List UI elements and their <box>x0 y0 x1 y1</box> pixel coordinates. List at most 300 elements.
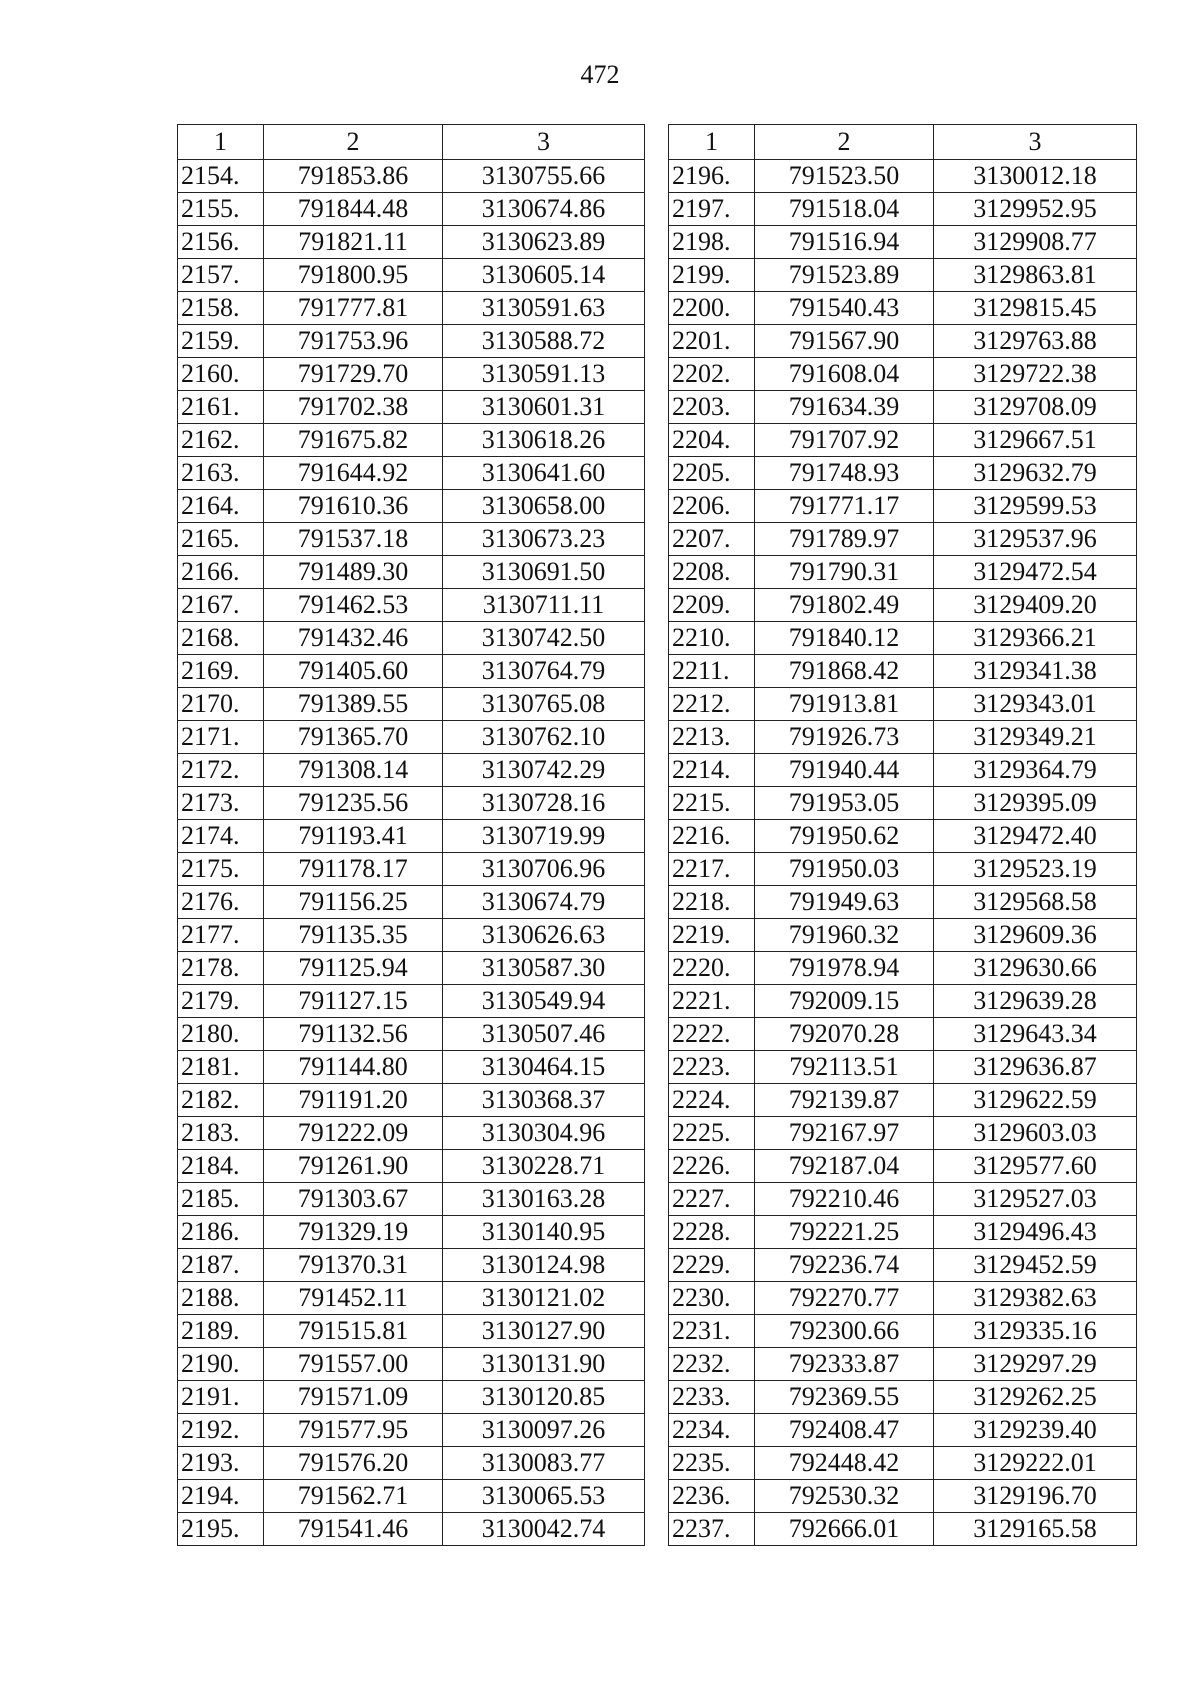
coordinate-y: 3130127.90 <box>443 1315 645 1348</box>
table-row <box>178 721 645 754</box>
table-row <box>669 1018 1137 1051</box>
coordinate-y: 3129643.34 <box>934 1018 1137 1051</box>
table-row <box>178 391 645 424</box>
coordinate-y: 3130765.08 <box>443 688 645 721</box>
coordinate-y: 3129222.01 <box>934 1447 1137 1480</box>
table-row <box>669 787 1137 820</box>
coordinate-x: 792009.15 <box>755 985 934 1018</box>
coordinate-y: 3130131.90 <box>443 1348 645 1381</box>
point-number: 2166. <box>178 556 264 589</box>
point-number: 2219. <box>669 919 755 952</box>
coordinate-y: 3130641.60 <box>443 457 645 490</box>
coordinate-x: 791634.39 <box>755 391 934 424</box>
column-header-2: 2 <box>264 125 443 160</box>
point-number: 2198. <box>669 226 755 259</box>
table-row <box>178 1051 645 1084</box>
table-row <box>178 820 645 853</box>
coordinate-x: 792236.74 <box>755 1249 934 1282</box>
table-row <box>669 1414 1137 1447</box>
coordinate-x: 791523.50 <box>755 160 934 193</box>
table-row <box>669 1084 1137 1117</box>
point-number: 2161. <box>178 391 264 424</box>
coordinate-x: 791567.90 <box>755 325 934 358</box>
coordinate-x: 792113.51 <box>755 1051 934 1084</box>
table-row <box>178 226 645 259</box>
coordinate-x: 791127.15 <box>264 985 443 1018</box>
table-row <box>669 1315 1137 1348</box>
coordinate-x: 791949.63 <box>755 886 934 919</box>
table-row <box>178 1348 645 1381</box>
coordinate-x: 791489.30 <box>264 556 443 589</box>
point-number: 2220. <box>669 952 755 985</box>
point-number: 2223. <box>669 1051 755 1084</box>
table-row <box>178 358 645 391</box>
point-number: 2226. <box>669 1150 755 1183</box>
coordinate-y: 3130762.10 <box>443 721 645 754</box>
point-number: 2206. <box>669 490 755 523</box>
page-number: 472 <box>580 60 620 89</box>
coordinate-y: 3129527.03 <box>934 1183 1137 1216</box>
table-row <box>178 1183 645 1216</box>
coordinate-y: 3129523.19 <box>934 853 1137 886</box>
point-number: 2157. <box>178 259 264 292</box>
point-number: 2201. <box>669 325 755 358</box>
point-number: 2235. <box>669 1447 755 1480</box>
coordinate-x: 791132.56 <box>264 1018 443 1051</box>
point-number: 2176. <box>178 886 264 919</box>
table-row <box>178 1084 645 1117</box>
coordinate-y: 3130120.85 <box>443 1381 645 1414</box>
table-row <box>178 193 645 226</box>
coordinate-x: 791135.35 <box>264 919 443 952</box>
coordinate-x: 791926.73 <box>755 721 934 754</box>
coordinate-x: 791518.04 <box>755 193 934 226</box>
table-row <box>669 1051 1137 1084</box>
coordinate-x: 792187.04 <box>755 1150 934 1183</box>
table-row <box>669 358 1137 391</box>
coordinate-x: 791261.90 <box>264 1150 443 1183</box>
coordinate-x: 791405.60 <box>264 655 443 688</box>
coordinate-y: 3130674.79 <box>443 886 645 919</box>
coordinate-y: 3129335.16 <box>934 1315 1137 1348</box>
point-number: 2211. <box>669 655 755 688</box>
table-row <box>178 655 645 688</box>
point-number: 2160. <box>178 358 264 391</box>
coordinate-x: 791571.09 <box>264 1381 443 1414</box>
point-number: 2222. <box>669 1018 755 1051</box>
table-row <box>178 1216 645 1249</box>
point-number: 2181. <box>178 1051 264 1084</box>
table-row <box>178 688 645 721</box>
point-number: 2196. <box>669 160 755 193</box>
coordinate-x: 791541.46 <box>264 1513 443 1546</box>
table-row <box>669 391 1137 424</box>
coordinate-y: 3130121.02 <box>443 1282 645 1315</box>
coordinate-x: 792448.42 <box>755 1447 934 1480</box>
table-row <box>669 1282 1137 1315</box>
coordinate-x: 791675.82 <box>264 424 443 457</box>
coordinate-x: 791753.96 <box>264 325 443 358</box>
point-number: 2230. <box>669 1282 755 1315</box>
point-number: 2221. <box>669 985 755 1018</box>
table-header-row <box>178 125 645 160</box>
coordinate-x: 791576.20 <box>264 1447 443 1480</box>
table-row <box>669 1150 1137 1183</box>
column-header-1: 1 <box>669 125 755 160</box>
point-number: 2228. <box>669 1216 755 1249</box>
coordinate-x: 791978.94 <box>755 952 934 985</box>
coordinate-x: 791840.12 <box>755 622 934 655</box>
coordinate-y: 3130605.14 <box>443 259 645 292</box>
coordinate-y: 3129364.79 <box>934 754 1137 787</box>
table-row <box>669 919 1137 952</box>
column-header-2: 2 <box>755 125 934 160</box>
coordinate-y: 3129630.66 <box>934 952 1137 985</box>
table-row <box>178 1018 645 1051</box>
point-number: 2205. <box>669 457 755 490</box>
point-number: 2162. <box>178 424 264 457</box>
table-row <box>178 1117 645 1150</box>
coordinate-x: 791853.86 <box>264 160 443 193</box>
point-number: 2175. <box>178 853 264 886</box>
coordinate-y: 3129952.95 <box>934 193 1137 226</box>
coordinate-y: 3129239.40 <box>934 1414 1137 1447</box>
coordinate-y: 3129636.87 <box>934 1051 1137 1084</box>
point-number: 2217. <box>669 853 755 886</box>
table-row <box>669 193 1137 226</box>
point-number: 2173. <box>178 787 264 820</box>
coordinate-y: 3130083.77 <box>443 1447 645 1480</box>
coordinate-y: 3129577.60 <box>934 1150 1137 1183</box>
coordinate-x: 791540.43 <box>755 292 934 325</box>
point-number: 2200. <box>669 292 755 325</box>
table-row <box>178 1282 645 1315</box>
table-row <box>669 1480 1137 1513</box>
table-row <box>178 325 645 358</box>
coordinate-y: 3130658.00 <box>443 490 645 523</box>
coordinate-y: 3129297.29 <box>934 1348 1137 1381</box>
point-number: 2171. <box>178 721 264 754</box>
point-number: 2199. <box>669 259 755 292</box>
coordinate-y: 3130591.63 <box>443 292 645 325</box>
point-number: 2174. <box>178 820 264 853</box>
coordinate-x: 791523.89 <box>755 259 934 292</box>
point-number: 2177. <box>178 919 264 952</box>
coordinate-y: 3129196.70 <box>934 1480 1137 1513</box>
point-number: 2178. <box>178 952 264 985</box>
coordinate-y: 3129409.20 <box>934 589 1137 622</box>
table-row <box>669 457 1137 490</box>
table-row <box>669 886 1137 919</box>
coordinate-y: 3129349.21 <box>934 721 1137 754</box>
coordinate-x: 791562.71 <box>264 1480 443 1513</box>
coordinate-y: 3129908.77 <box>934 226 1137 259</box>
coordinate-y: 3130764.79 <box>443 655 645 688</box>
point-number: 2155. <box>178 193 264 226</box>
coordinate-y: 3130742.29 <box>443 754 645 787</box>
point-number: 2227. <box>669 1183 755 1216</box>
point-number: 2179. <box>178 985 264 1018</box>
point-number: 2197. <box>669 193 755 226</box>
coordinate-y: 3129568.58 <box>934 886 1137 919</box>
point-number: 2218. <box>669 886 755 919</box>
table-row <box>669 325 1137 358</box>
table-row <box>178 1315 645 1348</box>
coordinate-y: 3130042.74 <box>443 1513 645 1546</box>
coordinate-x: 791644.92 <box>264 457 443 490</box>
coordinate-y: 3130124.98 <box>443 1249 645 1282</box>
coordinate-x: 791156.25 <box>264 886 443 919</box>
coordinate-x: 791821.11 <box>264 226 443 259</box>
table-row <box>669 1348 1137 1381</box>
coordinate-x: 791144.80 <box>264 1051 443 1084</box>
coordinate-x: 791308.14 <box>264 754 443 787</box>
table-row <box>178 622 645 655</box>
table-row <box>178 886 645 919</box>
table-row <box>178 1480 645 1513</box>
coordinate-y: 3129599.53 <box>934 490 1137 523</box>
coordinate-y: 3130464.15 <box>443 1051 645 1084</box>
point-number: 2188. <box>178 1282 264 1315</box>
column-header-1: 1 <box>178 125 264 160</box>
coordinate-x: 792270.77 <box>755 1282 934 1315</box>
coordinate-x: 792221.25 <box>755 1216 934 1249</box>
coordinate-y: 3130742.50 <box>443 622 645 655</box>
point-number: 2172. <box>178 754 264 787</box>
coordinate-y: 3130711.11 <box>443 589 645 622</box>
coordinate-x: 791577.95 <box>264 1414 443 1447</box>
coordinate-x: 791389.55 <box>264 688 443 721</box>
point-number: 2195. <box>178 1513 264 1546</box>
table-row <box>669 1249 1137 1282</box>
coordinates-table-left <box>177 124 645 1546</box>
coordinate-x: 791462.53 <box>264 589 443 622</box>
coordinate-y: 3130140.95 <box>443 1216 645 1249</box>
coordinate-y: 3130065.53 <box>443 1480 645 1513</box>
table-row <box>669 1216 1137 1249</box>
coordinate-x: 791771.17 <box>755 490 934 523</box>
point-number: 2216. <box>669 820 755 853</box>
table-row <box>669 985 1137 1018</box>
point-number: 2158. <box>178 292 264 325</box>
coordinate-x: 791960.32 <box>755 919 934 952</box>
coordinate-x: 791365.70 <box>264 721 443 754</box>
point-number: 2170. <box>178 688 264 721</box>
point-number: 2182. <box>178 1084 264 1117</box>
table-row <box>669 622 1137 655</box>
point-number: 2168. <box>178 622 264 655</box>
coordinate-y: 3129366.21 <box>934 622 1137 655</box>
coordinate-y: 3130163.28 <box>443 1183 645 1216</box>
coordinate-y: 3130673.23 <box>443 523 645 556</box>
coordinate-x: 791222.09 <box>264 1117 443 1150</box>
coordinate-y: 3129863.81 <box>934 259 1137 292</box>
coordinate-y: 3130228.71 <box>443 1150 645 1183</box>
table-row <box>178 1249 645 1282</box>
coordinate-x: 791303.67 <box>264 1183 443 1216</box>
coordinate-y: 3129815.45 <box>934 292 1137 325</box>
table-row <box>178 754 645 787</box>
coordinate-y: 3130304.96 <box>443 1117 645 1150</box>
point-number: 2193. <box>178 1447 264 1480</box>
coordinate-x: 791950.62 <box>755 820 934 853</box>
coordinate-y: 3130728.16 <box>443 787 645 820</box>
coordinate-x: 791789.97 <box>755 523 934 556</box>
point-number: 2164. <box>178 490 264 523</box>
coordinate-x: 791940.44 <box>755 754 934 787</box>
table-row <box>178 424 645 457</box>
coordinate-y: 3129609.36 <box>934 919 1137 952</box>
point-number: 2187. <box>178 1249 264 1282</box>
table-row <box>669 853 1137 886</box>
point-number: 2169. <box>178 655 264 688</box>
table-row <box>178 1381 645 1414</box>
coordinate-y: 3130601.31 <box>443 391 645 424</box>
coordinate-y: 3129341.38 <box>934 655 1137 688</box>
point-number: 2163. <box>178 457 264 490</box>
point-number: 2165. <box>178 523 264 556</box>
coordinate-x: 792139.87 <box>755 1084 934 1117</box>
table-row <box>669 589 1137 622</box>
coordinate-y: 3129667.51 <box>934 424 1137 457</box>
coordinate-x: 791191.20 <box>264 1084 443 1117</box>
coordinate-x: 791178.17 <box>264 853 443 886</box>
coordinate-y: 3130368.37 <box>443 1084 645 1117</box>
coordinate-y: 3129262.25 <box>934 1381 1137 1414</box>
point-number: 2207. <box>669 523 755 556</box>
coordinate-x: 791868.42 <box>755 655 934 688</box>
coordinate-x: 791516.94 <box>755 226 934 259</box>
coordinate-x: 791913.81 <box>755 688 934 721</box>
point-number: 2202. <box>669 358 755 391</box>
coordinate-y: 3129763.88 <box>934 325 1137 358</box>
coordinate-x: 791557.00 <box>264 1348 443 1381</box>
coordinate-x: 791125.94 <box>264 952 443 985</box>
table-row <box>178 919 645 952</box>
point-number: 2167. <box>178 589 264 622</box>
coordinate-x: 791707.92 <box>755 424 934 457</box>
table-row <box>669 556 1137 589</box>
coordinate-x: 792070.28 <box>755 1018 934 1051</box>
table-row <box>669 1117 1137 1150</box>
table-row <box>669 160 1137 193</box>
coordinate-x: 792369.55 <box>755 1381 934 1414</box>
coordinate-y: 3130507.46 <box>443 1018 645 1051</box>
point-number: 2213. <box>669 721 755 754</box>
table-row <box>178 523 645 556</box>
coordinate-y: 3129708.09 <box>934 391 1137 424</box>
coordinate-y: 3130591.13 <box>443 358 645 391</box>
table-row <box>669 1183 1137 1216</box>
table-row <box>178 457 645 490</box>
coordinate-y: 3129382.63 <box>934 1282 1137 1315</box>
coordinate-x: 791777.81 <box>264 292 443 325</box>
coordinate-x: 791790.31 <box>755 556 934 589</box>
table-row <box>669 490 1137 523</box>
coordinate-x: 791702.38 <box>264 391 443 424</box>
point-number: 2212. <box>669 688 755 721</box>
coordinate-y: 3129472.40 <box>934 820 1137 853</box>
table-row <box>669 655 1137 688</box>
point-number: 2232. <box>669 1348 755 1381</box>
column-header-3: 3 <box>443 125 645 160</box>
coordinate-x: 791370.31 <box>264 1249 443 1282</box>
table-row <box>669 721 1137 754</box>
table-row <box>178 490 645 523</box>
coordinate-x: 791537.18 <box>264 523 443 556</box>
coordinate-y: 3129639.28 <box>934 985 1137 1018</box>
coordinate-x: 791235.56 <box>264 787 443 820</box>
table-header-row <box>669 125 1137 160</box>
point-number: 2236. <box>669 1480 755 1513</box>
coordinate-x: 791329.19 <box>264 1216 443 1249</box>
point-number: 2203. <box>669 391 755 424</box>
table-row <box>669 1447 1137 1480</box>
coordinate-y: 3130097.26 <box>443 1414 645 1447</box>
point-number: 2156. <box>178 226 264 259</box>
point-number: 2159. <box>178 325 264 358</box>
coordinate-y: 3129165.58 <box>934 1513 1137 1546</box>
table-row <box>178 985 645 1018</box>
table-row <box>669 952 1137 985</box>
point-number: 2194. <box>178 1480 264 1513</box>
coordinate-y: 3130549.94 <box>443 985 645 1018</box>
coordinate-x: 791515.81 <box>264 1315 443 1348</box>
coordinate-x: 792530.32 <box>755 1480 934 1513</box>
point-number: 2189. <box>178 1315 264 1348</box>
table-row <box>669 424 1137 457</box>
point-number: 2180. <box>178 1018 264 1051</box>
coordinate-y: 3129395.09 <box>934 787 1137 820</box>
table-row <box>178 1150 645 1183</box>
coordinate-y: 3130588.72 <box>443 325 645 358</box>
coordinate-y: 3130691.50 <box>443 556 645 589</box>
coordinate-x: 791729.70 <box>264 358 443 391</box>
coordinate-y: 3129632.79 <box>934 457 1137 490</box>
table-row <box>178 853 645 886</box>
coordinate-y: 3130674.86 <box>443 193 645 226</box>
table-row <box>178 556 645 589</box>
coordinate-x: 791432.46 <box>264 622 443 655</box>
table-row <box>669 688 1137 721</box>
coordinate-x: 791802.49 <box>755 589 934 622</box>
coordinate-x: 792333.87 <box>755 1348 934 1381</box>
point-number: 2214. <box>669 754 755 787</box>
coordinate-x: 791953.05 <box>755 787 934 820</box>
point-number: 2210. <box>669 622 755 655</box>
coordinate-y: 3130626.63 <box>443 919 645 952</box>
point-number: 2234. <box>669 1414 755 1447</box>
coordinate-y: 3129472.54 <box>934 556 1137 589</box>
coordinate-y: 3130623.89 <box>443 226 645 259</box>
coordinate-x: 791844.48 <box>264 193 443 226</box>
coordinate-x: 791452.11 <box>264 1282 443 1315</box>
coordinate-y: 3129452.59 <box>934 1249 1137 1282</box>
table-row <box>178 1447 645 1480</box>
coordinate-x: 791608.04 <box>755 358 934 391</box>
coordinate-y: 3129343.01 <box>934 688 1137 721</box>
coordinate-x: 792167.97 <box>755 1117 934 1150</box>
coordinate-x: 791950.03 <box>755 853 934 886</box>
coordinate-y: 3129622.59 <box>934 1084 1137 1117</box>
point-number: 2154. <box>178 160 264 193</box>
coordinate-y: 3130706.96 <box>443 853 645 886</box>
coordinate-y: 3129722.38 <box>934 358 1137 391</box>
coordinate-y: 3130587.30 <box>443 952 645 985</box>
point-number: 2190. <box>178 1348 264 1381</box>
table-row <box>669 292 1137 325</box>
coordinate-y: 3130012.18 <box>934 160 1137 193</box>
